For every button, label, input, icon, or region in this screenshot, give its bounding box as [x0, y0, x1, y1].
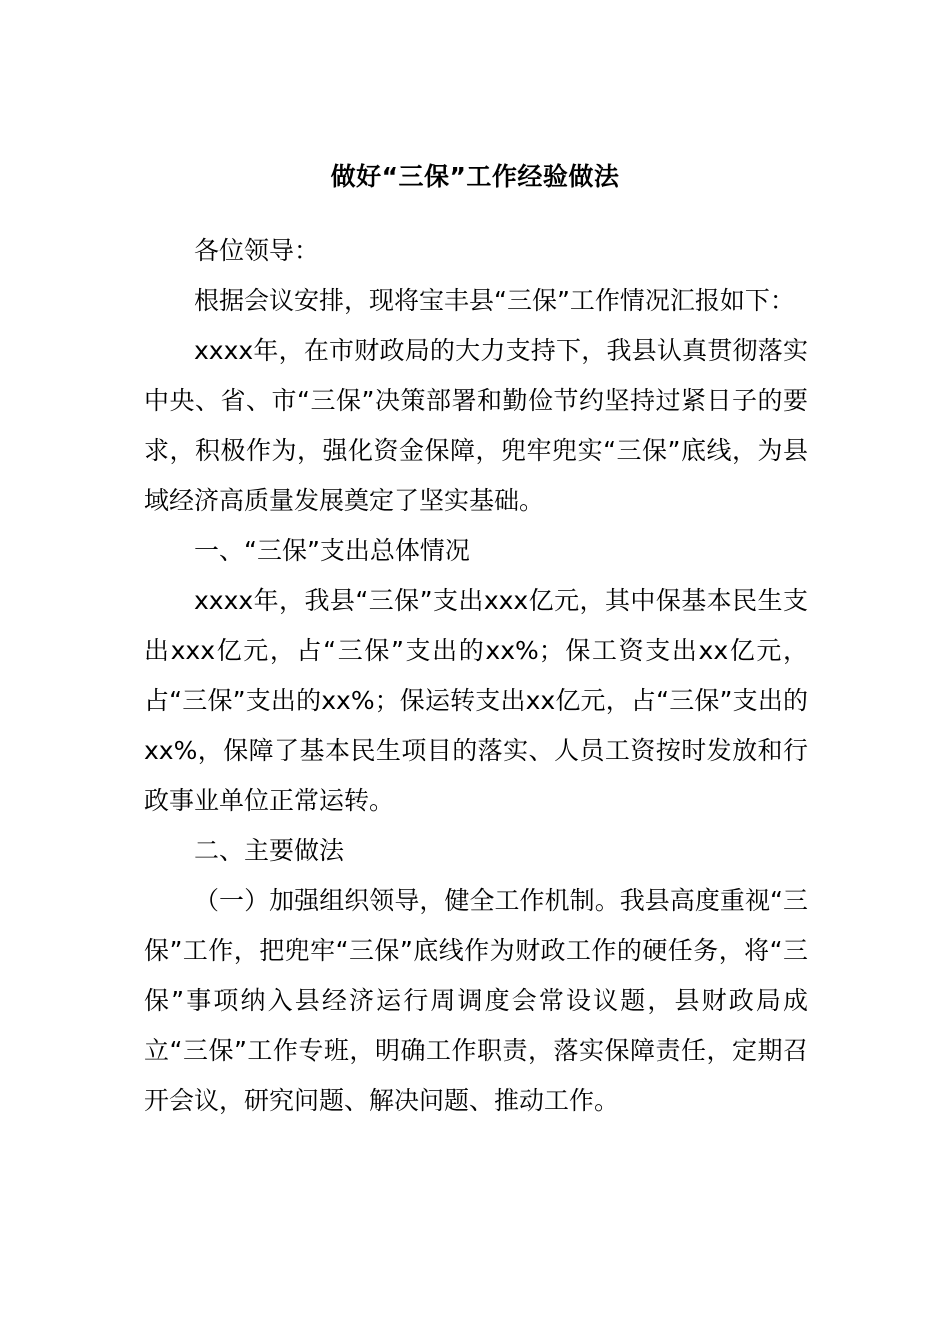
overview-paragraph: xxxx年，在市财政局的大力支持下，我县认真贯彻落实中央、省、市“三保”决策部署和勤俭节约坚持过紧日子的要求，积极作为，强化资金保障，兜牢兜实“三保”底线，为县域经济高质量发展奠定了坚实基础。 — [144, 336, 808, 515]
section-heading-2: 二、主要做法 — [194, 836, 345, 865]
salutation-paragraph: 各位领导： — [194, 236, 320, 265]
document-body — [144, 226, 808, 1126]
document-title: 做好“三保”工作经验做法 — [330, 162, 620, 191]
intro-paragraph: 根据会议安排，现将宝丰县“三保”工作情况汇报如下： — [194, 286, 795, 315]
section-heading-1: 一、“三保”支出总体情况 — [194, 536, 470, 565]
spending-paragraph: xxxx年，我县“三保”支出xxx亿元，其中保基本民生支出xxx亿元，占“三保”支出的xx%；保工资支出xx亿元，占“三保”支出的xx%；保运转支出xx亿元，占“三保”支出的xx%，保障了基本民生项目的落实、人员工资按时发放和行政事业单位正常运转。 — [144, 586, 808, 815]
measure-paragraph-1: （一）加强组织领导，健全工作机制。我县高度重视“三保”工作，把兜牢“三保”底线作为财政工作的硬任务，将“三保”事项纳入县经济运行周调度会常设议题，县财政局成立“三保”工作专班，明确工作职责，落实保障责任，定期召开会议，研究问题、解决问题、推动工作。 — [144, 886, 808, 1115]
